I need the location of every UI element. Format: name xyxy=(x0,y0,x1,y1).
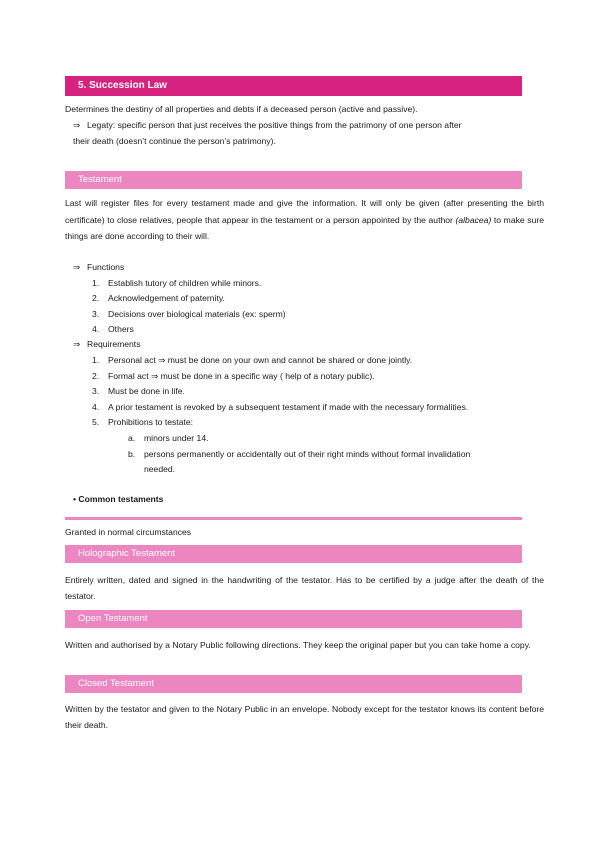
legacy-text-1: Legaty: specific person that just receives the positive things from the patrimony of one person after xyxy=(87,120,462,130)
list-number: 3. xyxy=(92,386,100,396)
list-text: A prior testament is revoked by a subsequent testament if made with the necessary formalities. xyxy=(108,402,469,412)
open-header: Open Testament xyxy=(65,610,522,628)
intro-text: Determines the destiny of all properties and debts if a deceased person (active and passive). xyxy=(65,104,418,114)
list-number: 2. xyxy=(92,293,100,303)
list-number: 2. xyxy=(92,371,100,381)
sub-list-text: persons permanently or accidentally out of their right minds without formal invalidation xyxy=(144,449,471,459)
functions-label-text: Functions xyxy=(87,262,125,272)
sub-list-item xyxy=(128,447,470,463)
list-number: 4. xyxy=(92,324,100,334)
sub-list-item xyxy=(128,431,209,447)
functions-label xyxy=(73,260,124,276)
arrow-icon: ⇒ xyxy=(73,339,81,349)
list-item xyxy=(92,291,225,307)
list-text: Others xyxy=(108,324,134,334)
list-text: Prohibitions to testate: xyxy=(108,417,194,427)
sub-list-text: minors under 14. xyxy=(144,433,209,443)
list-item xyxy=(92,415,193,431)
holographic-header: Holographic Testament xyxy=(65,545,522,563)
legacy-line-1 xyxy=(73,118,462,134)
bullet-icon: • xyxy=(73,494,77,504)
list-item xyxy=(92,384,185,400)
list-text: Decisions over biological materials (ex: sperm) xyxy=(108,309,286,319)
arrow-icon: ⇒ xyxy=(73,262,81,272)
list-number: 1. xyxy=(92,278,100,288)
testament-header: Testament xyxy=(65,171,522,189)
list-item xyxy=(92,400,468,416)
requirements-label-text: Requirements xyxy=(87,339,141,349)
section-header: 5. Succession Law xyxy=(65,76,522,96)
sub-list-letter: b. xyxy=(128,449,136,459)
list-text: Acknowledgement of paternity. xyxy=(108,293,225,303)
closed-header: Closed Testament xyxy=(65,675,522,693)
common-title-text: Common testaments xyxy=(78,494,164,504)
list-item xyxy=(92,307,286,323)
list-text: Must be done in life. xyxy=(108,386,185,396)
list-number: 4. xyxy=(92,402,100,412)
legacy-line-2: their death (doesn’t continue the person’s patrimony). xyxy=(73,136,276,146)
list-number: 3. xyxy=(92,309,100,319)
list-text: Personal act ⇒ must be done on your own and cannot be shared or done jointly. xyxy=(108,355,413,365)
holographic-text: Entirely written, dated and signed in the handwriting of the testator. Has to be certified by a judge after the death of the testator. xyxy=(65,575,544,601)
sub-list-continuation: needed. xyxy=(144,464,176,474)
list-item xyxy=(92,353,412,369)
sub-list-letter: a. xyxy=(128,433,136,443)
list-number: 5. xyxy=(92,417,100,427)
list-item xyxy=(92,322,134,338)
testament-text-b: to make sure things are done according to their will. xyxy=(65,214,544,242)
arrow-icon: ⇒ xyxy=(73,120,81,130)
testament-text-italic: (albacea) xyxy=(455,214,492,225)
requirements-label xyxy=(73,337,141,353)
list-text: Establish tutory of children while minors. xyxy=(108,278,262,288)
granted-text: Granted in normal circumstances xyxy=(65,527,192,537)
list-number: 1. xyxy=(92,355,100,365)
common-testaments-title xyxy=(73,492,163,508)
closed-text: Written by the testator and given to the Notary Public in an envelope. Nobody except for the testator knows its content before their death. xyxy=(65,704,544,730)
list-item xyxy=(92,369,375,385)
list-text: Formal act ⇒ must be done in a specific way ( help of a notary public). xyxy=(108,371,375,381)
divider xyxy=(65,517,522,520)
testament-paragraph xyxy=(65,195,544,245)
list-item xyxy=(92,276,261,292)
open-text: Written and authorised by a Notary Public following directions. They keep the original paper but you can take home a copy. xyxy=(65,640,531,650)
testament-text-a: Last will register files for every testament made and give the information. It will only be given (after presenting the birth certificate) to close relatives, people that appear in the testament or a person appointed by the author xyxy=(65,198,544,225)
